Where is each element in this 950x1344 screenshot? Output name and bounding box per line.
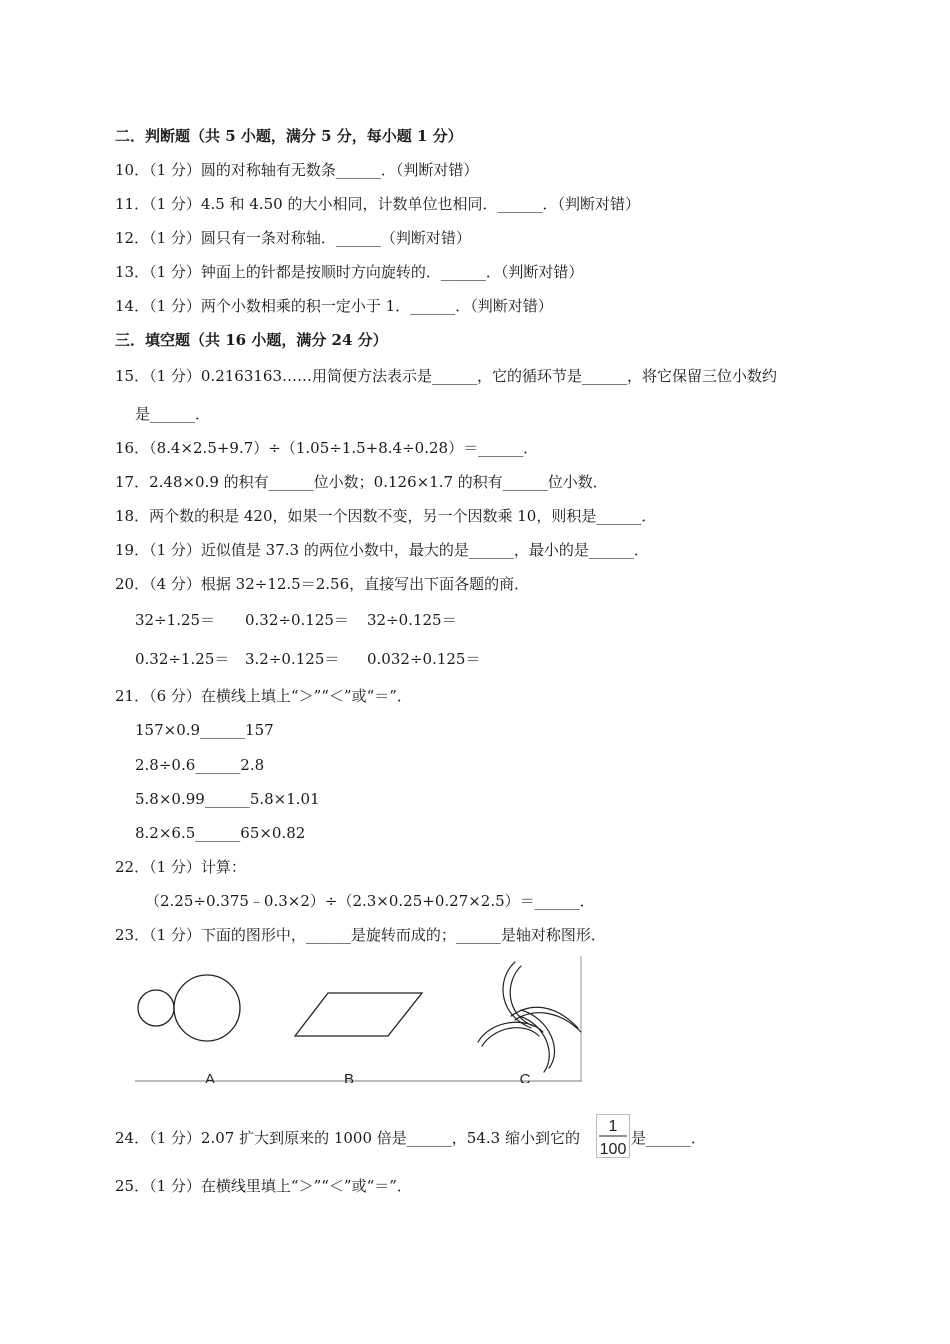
question-25: 25．（1 分）在横线里填上“＞”“＜”或“＝”． [115, 1177, 412, 1195]
question-10: 10．（1 分）圆的对称轴有无数条______．（判断对错） [115, 161, 479, 179]
large-circle [174, 975, 240, 1041]
q20-item: 0.32÷1.25＝ [135, 650, 230, 668]
shapes-figure [135, 956, 582, 1083]
q21-item: 157×0.9______157 [135, 721, 274, 739]
pinwheel-shape [478, 962, 581, 1072]
fraction-numerator: 1 [608, 1118, 618, 1135]
question-24: 24．（1 分）2.07 扩大到原来的 1000 倍是______，54.3 缩小到它的 [115, 1129, 580, 1147]
label-c: C [519, 1071, 531, 1083]
question-18: 18．两个数的积是 420，如果一个因数不变，另一个因数乘 10，则积是______． [115, 507, 657, 525]
question-13: 13．（1 分）钟面上的针都是按顺时方向旋转的．______．（判断对错） [115, 263, 584, 281]
question-15: 15．（1 分）0.2163163……用简便方法表示是______，它的循环节是______，将它保留三位小数约 [115, 367, 778, 385]
question-12: 12．（1 分）圆只有一条对称轴．______（判断对错） [115, 229, 471, 247]
section-2-heading: 二．判断题（共 5 小题，满分 5 分，每小题 1 分） [115, 127, 463, 145]
fraction-one-hundredth [596, 1114, 630, 1158]
q20-item: 3.2÷0.125＝ [245, 650, 340, 668]
q20-item: 32÷0.125＝ [367, 611, 457, 629]
question-23: 23．（1 分）下面的图形中，______是旋转而成的；______是轴对称图形． [115, 926, 606, 944]
small-circle [138, 990, 174, 1026]
question-21: 21．（6 分）在横线上填上“＞”“＜”或“＝”． [115, 687, 412, 705]
section-3-heading: 三．填空题（共 16 小题，满分 24 分） [115, 331, 388, 349]
question-15-continued: 是______． [135, 405, 211, 423]
fraction-denominator: 100 [599, 1141, 627, 1158]
question-14: 14．（1 分）两个小数相乘的积一定小于 1．______．（判断对错） [115, 297, 553, 315]
question-16: 16．（8.4×2.5+9.7）÷（1.05÷1.5+8.4÷0.28）＝______． [115, 439, 539, 457]
q22-expression: （2.25÷0.375﹣0.3×2）÷（2.3×0.25+0.27×2.5）＝______． [145, 892, 595, 910]
label-b: B [343, 1071, 355, 1083]
parallelogram [295, 993, 422, 1036]
q20-item: 0.32÷0.125＝ [245, 611, 349, 629]
q20-item: 0.032÷0.125＝ [367, 650, 481, 668]
q20-item: 32÷1.25＝ [135, 611, 216, 629]
question-20: 20．（4 分）根据 32÷12.5＝2.56，直接写出下面各题的商． [115, 575, 530, 593]
question-19: 19．（1 分）近似值是 37.3 的两位小数中，最大的是______，最小的是______． [115, 541, 649, 559]
question-22: 22．（1 分）计算： [115, 858, 246, 876]
question-17: 17．2.48×0.9 的积有______位小数；0.126×1.7 的积有______位小数． [115, 473, 608, 491]
label-a: A [204, 1071, 216, 1083]
q21-item: 8.2×6.5______65×0.82 [135, 824, 306, 842]
q21-item: 2.8÷0.6______2.8 [135, 756, 265, 774]
question-24-end: 是______． [631, 1129, 707, 1147]
q21-item: 5.8×0.99______5.8×1.01 [135, 790, 320, 808]
question-11: 11．（1 分）4.5 和 4.50 的大小相同，计数单位也相同．______．（判断对错） [115, 195, 640, 213]
